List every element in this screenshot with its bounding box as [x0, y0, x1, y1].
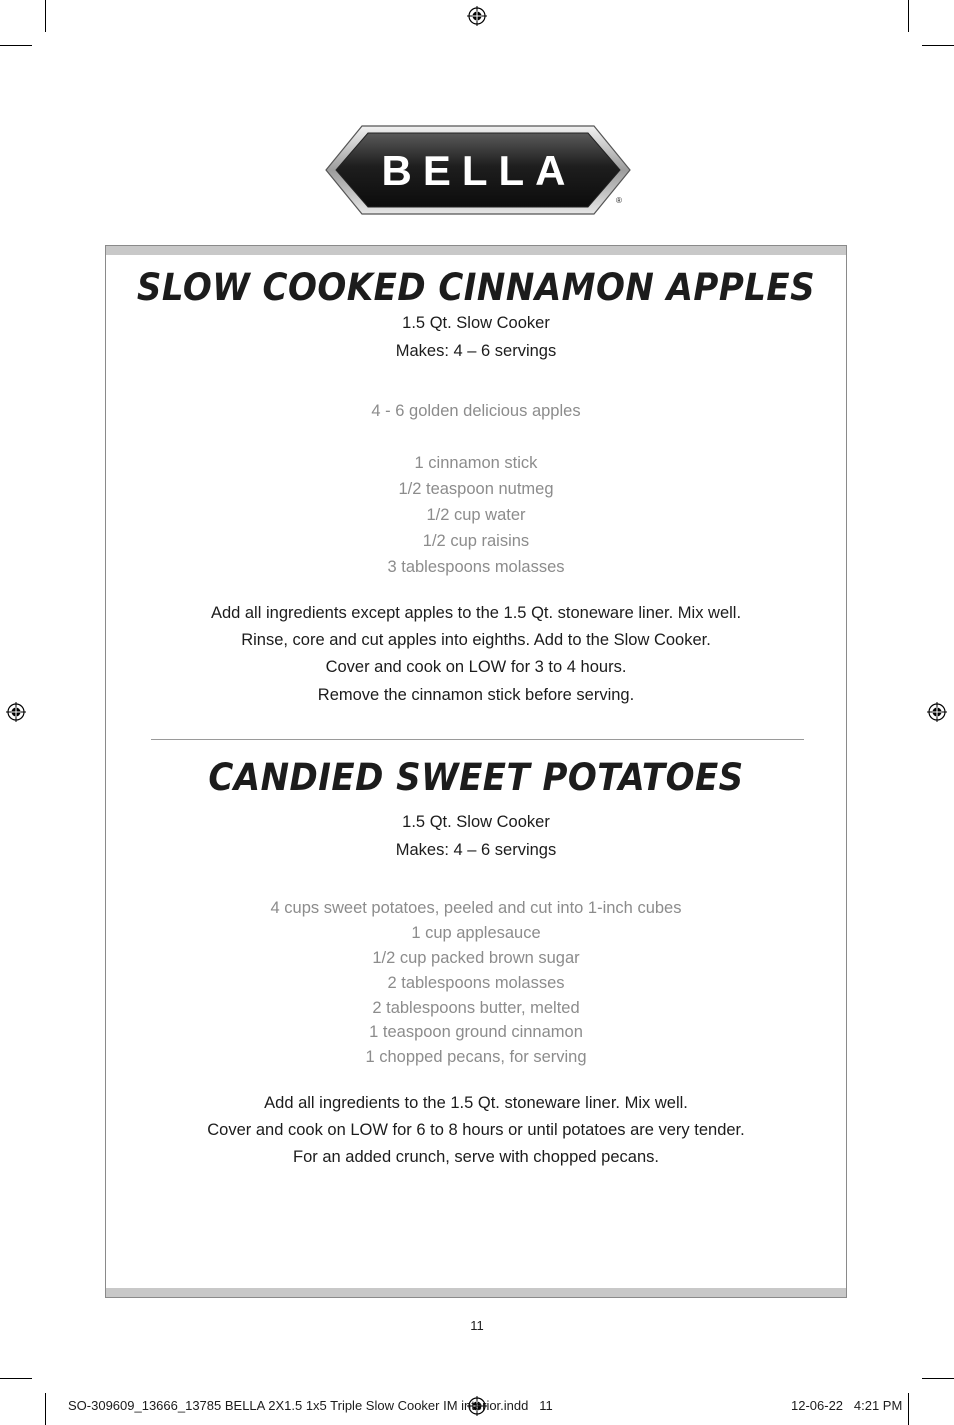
ingredient-item: 3 tablespoons molasses — [387, 558, 565, 576]
ingredient-item: 2 tablespoons molasses — [387, 974, 565, 992]
recipe-appliance: 1.5 Qt. Slow Cooker — [402, 813, 550, 831]
crop-mark — [45, 0, 46, 32]
ingredient-item: 1 chopped pecans, for serving — [365, 1048, 587, 1066]
section-divider — [151, 739, 804, 740]
crop-mark — [0, 1378, 32, 1379]
registration-mark-icon — [6, 702, 26, 722]
ingredient-item: 4 - 6 golden delicious apples — [371, 402, 581, 420]
crop-mark — [908, 1393, 909, 1425]
direction-step: Add all ingredients to the 1.5 Qt. stoneware liner. Mix well. — [264, 1094, 688, 1112]
registration-mark-icon — [927, 702, 947, 722]
ingredient-item: 4 cups sweet potatoes, peeled and cut into 1-inch cubes — [270, 899, 682, 917]
direction-step: Cover and cook on LOW for 3 to 4 hours. — [325, 658, 627, 676]
panel-top-bar — [106, 246, 846, 255]
crop-mark — [908, 0, 909, 32]
recipe-title: CANDIED SWEET POTATOES — [208, 756, 744, 799]
panel-bottom-bar — [106, 1288, 846, 1297]
ingredient-item: 2 tablespoons butter, melted — [372, 999, 580, 1017]
ingredient-item: 1/2 cup raisins — [422, 532, 530, 550]
recipe-title: SLOW COOKED CINNAMON APPLES — [136, 266, 816, 309]
direction-step: Cover and cook on LOW for 6 to 8 hours or until potatoes are very tender. — [207, 1121, 745, 1139]
ingredient-item: 1 cinnamon stick — [414, 454, 538, 472]
direction-step: Add all ingredients except apples to the 1.5 Qt. stoneware liner. Mix well. — [210, 604, 742, 622]
recipe-servings: Makes: 4 – 6 servings — [395, 841, 557, 859]
recipe-servings: Makes: 4 – 6 servings — [395, 342, 557, 360]
ingredient-item: 1/2 teaspoon nutmeg — [398, 480, 554, 498]
registration-mark-icon — [467, 6, 487, 26]
print-slug-filename: SO-309609_13666_13785 BELLA 2X1.5 1x5 Triple Slow Cooker IM interior.indd 11 — [68, 1398, 553, 1413]
ingredient-item: 1/2 cup packed brown sugar — [372, 949, 580, 967]
direction-step: For an added crunch, serve with chopped pecans. — [293, 1148, 659, 1166]
crop-mark — [0, 45, 32, 46]
ingredient-item: 1 cup applesauce — [411, 924, 541, 942]
direction-step: Remove the cinnamon stick before serving. — [317, 686, 635, 704]
direction-step: Rinse, core and cut apples into eighths. Add to the Slow Cooker. — [241, 631, 711, 649]
ingredient-item: 1 teaspoon ground cinnamon — [369, 1023, 583, 1041]
registered-mark: ® — [616, 196, 622, 205]
crop-mark — [922, 1378, 954, 1379]
recipe-appliance: 1.5 Qt. Slow Cooker — [402, 314, 550, 332]
page-number: 11 — [470, 1318, 484, 1333]
crop-mark — [922, 45, 954, 46]
crop-mark — [45, 1393, 46, 1425]
print-slug-datetime: 12-06-22 4:21 PM — [791, 1398, 903, 1413]
ingredient-item: 1/2 cup water — [426, 506, 526, 524]
brand-name: BELLA — [381, 147, 577, 194]
recipe-panel — [105, 245, 847, 1298]
bella-logo — [324, 124, 632, 216]
